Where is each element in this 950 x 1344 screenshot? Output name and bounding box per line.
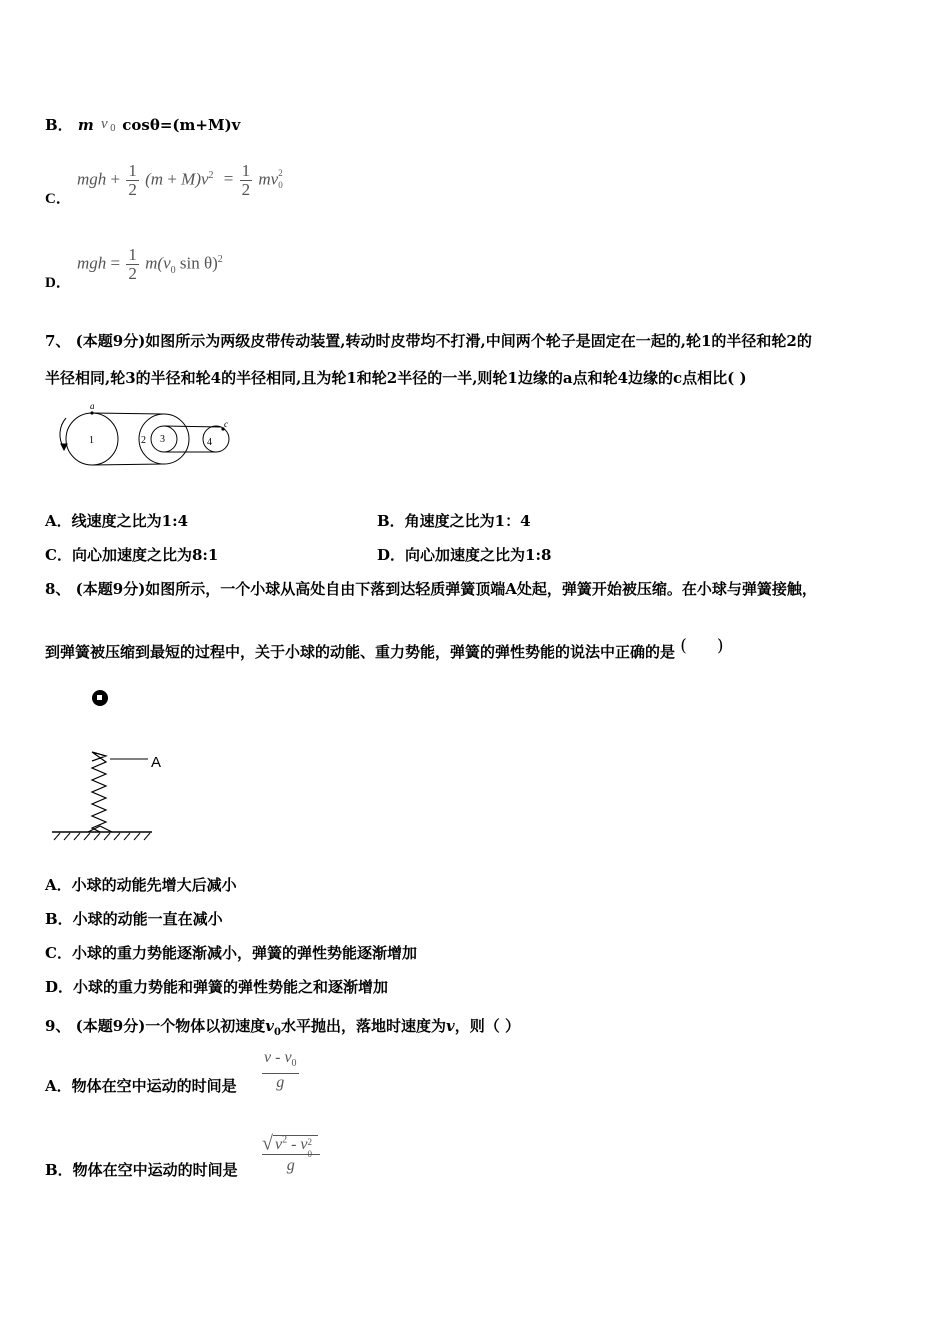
paren-open: ( bbox=[680, 636, 687, 656]
q7-option-a: A．线速度之比为1:4 bbox=[45, 512, 189, 530]
ball-highlight bbox=[97, 695, 102, 700]
minus: - bbox=[287, 1136, 301, 1154]
minus: - bbox=[271, 1049, 285, 1066]
spring-coil bbox=[92, 752, 106, 832]
term-Mv: M)v bbox=[181, 169, 209, 189]
v-var: v bbox=[274, 1136, 283, 1154]
superscript: 2 bbox=[307, 1137, 313, 1148]
paren-close: ) bbox=[716, 636, 724, 656]
label-A: A bbox=[151, 754, 162, 771]
superscript: 2 bbox=[278, 168, 283, 179]
q8-stem-line2 bbox=[45, 636, 724, 662]
wheel-3-label: 3 bbox=[160, 434, 165, 445]
plus: + bbox=[167, 169, 177, 189]
q8-option-a: A．小球的动能先增大后减小 bbox=[45, 876, 237, 894]
term-m: m( bbox=[145, 253, 164, 273]
denominator: 2 bbox=[128, 180, 137, 199]
v-var: v bbox=[446, 1017, 455, 1035]
fraction bbox=[262, 1049, 299, 1092]
denominator: 2 bbox=[128, 264, 137, 283]
v-var: v bbox=[163, 253, 171, 273]
fraction-half bbox=[126, 162, 139, 199]
q6-option-d-label: D． bbox=[45, 275, 71, 291]
numerator: 1 bbox=[128, 245, 137, 264]
term-m: (m bbox=[145, 169, 164, 189]
q6-option-c-formula bbox=[77, 162, 286, 199]
subscript: 0 bbox=[274, 1027, 281, 1038]
point-c-label: c bbox=[224, 419, 228, 429]
math-m: m bbox=[77, 116, 94, 134]
q6-option-d-formula bbox=[77, 246, 223, 283]
q9-option-a-formula bbox=[260, 1049, 301, 1092]
point-a-dot bbox=[90, 411, 93, 414]
term-mgh: mgh bbox=[77, 169, 107, 189]
numerator: 1 bbox=[128, 161, 137, 180]
ground-hatching bbox=[54, 833, 150, 840]
subscript: 0 bbox=[170, 264, 176, 276]
q9-stem bbox=[45, 1015, 520, 1038]
v-var: v bbox=[265, 1017, 275, 1035]
subscript: 0 bbox=[291, 1058, 297, 1070]
radicand bbox=[273, 1135, 318, 1160]
fraction-half bbox=[126, 246, 139, 283]
q7-option-b: B．角速度之比为1：4 bbox=[377, 512, 531, 530]
subscript: 0 bbox=[307, 1149, 313, 1160]
belt-pulley-diagram bbox=[50, 400, 240, 472]
stem-mid: 水平抛出，落地时速度为 bbox=[280, 1017, 446, 1035]
rotation-arrowhead bbox=[61, 444, 67, 450]
q7-stem-line1: 7、 (本题9分)如图所示为两级皮带传动装置,转动时皮带均不打滑,中间两个轮子是固定在一起的,轮1的半径和轮2的 bbox=[45, 332, 812, 350]
numerator bbox=[262, 1049, 299, 1074]
v-sub: 0 bbox=[110, 124, 116, 134]
wheel-2-label: 2 bbox=[141, 435, 146, 446]
v-var: v bbox=[264, 1049, 272, 1066]
q9-option-a-text: A．物体在空中运动的时间是 bbox=[45, 1077, 237, 1095]
term-mv: mv bbox=[258, 169, 279, 189]
fraction bbox=[262, 1132, 320, 1175]
denominator: g bbox=[276, 1074, 285, 1092]
answer-paren bbox=[680, 636, 723, 656]
q8-option-d: D．小球的重力势能和弹簧的弹性势能之和逐渐增加 bbox=[45, 978, 389, 996]
belt-upper-1 bbox=[92, 413, 164, 414]
superscript: 2 bbox=[282, 1135, 288, 1146]
stem-text: 到弹簧被压缩到最短的过程中，关于小球的动能、重力势能，弹簧的弹性势能的说法中正确的是 bbox=[45, 643, 676, 661]
sqrt-icon: √ bbox=[262, 1132, 273, 1155]
numerator: 1 bbox=[241, 161, 251, 180]
stem-pre: 9、 (本题9分)一个物体以初速度 bbox=[45, 1017, 266, 1035]
denominator: 2 bbox=[241, 180, 251, 199]
equals: = bbox=[223, 169, 234, 189]
term-mgh: mgh bbox=[77, 253, 107, 273]
belt-lower-1 bbox=[92, 464, 164, 465]
superscript: 2 bbox=[217, 253, 223, 265]
spring-base bbox=[88, 826, 112, 832]
q7-option-c: C．向心加速度之比为8:1 bbox=[45, 546, 219, 564]
superscript: 2 bbox=[208, 169, 214, 181]
q7-stem-line2: 半径相同,轮3的半径和轮4的半径相同,且为轮1和轮2半径的一半,则轮1边缘的a点和轮4边缘的c点相比( ) bbox=[45, 369, 747, 387]
option-text: cosθ=(m+M)v bbox=[122, 116, 241, 134]
q8-option-c: C．小球的重力势能逐渐减小，弹簧的弹性势能逐渐增加 bbox=[45, 944, 417, 962]
q8-option-b: B．小球的动能一直在减小 bbox=[45, 910, 223, 928]
q9-option-b-text: B．物体在空中运动的时间是 bbox=[45, 1161, 238, 1179]
fraction-half bbox=[240, 162, 253, 199]
option-label: B． bbox=[45, 116, 73, 134]
v-var: v bbox=[101, 116, 108, 132]
q6-option-b bbox=[45, 114, 240, 135]
sin-term: sin θ) bbox=[175, 253, 218, 273]
equals: = bbox=[110, 253, 121, 273]
wheel-4-label: 4 bbox=[207, 437, 212, 448]
plus: + bbox=[110, 169, 121, 189]
subscript: 0 bbox=[278, 180, 283, 191]
v-var: v bbox=[300, 1136, 308, 1154]
q6-option-c-label: C． bbox=[45, 191, 71, 207]
denominator: g bbox=[286, 1157, 295, 1175]
spring-ball-diagram bbox=[48, 686, 178, 846]
wheel-1-label: 1 bbox=[89, 435, 94, 446]
q9-option-b-formula bbox=[260, 1132, 322, 1175]
stem-post: ，则（ ） bbox=[454, 1017, 520, 1035]
v-var: v bbox=[284, 1049, 292, 1066]
q7-option-d: D．向心加速度之比为1:8 bbox=[377, 546, 552, 564]
q8-stem-line1: 8、 (本题9分)如图所示，一个小球从高处自由下落到达轻质弹簧顶端A处起，弹簧开始被压缩。在小球与弹簧接触， bbox=[45, 580, 817, 598]
numerator bbox=[262, 1132, 320, 1160]
v0-scripts bbox=[307, 1137, 316, 1160]
v0-scripts bbox=[278, 168, 286, 191]
point-a-label: a bbox=[90, 401, 95, 411]
